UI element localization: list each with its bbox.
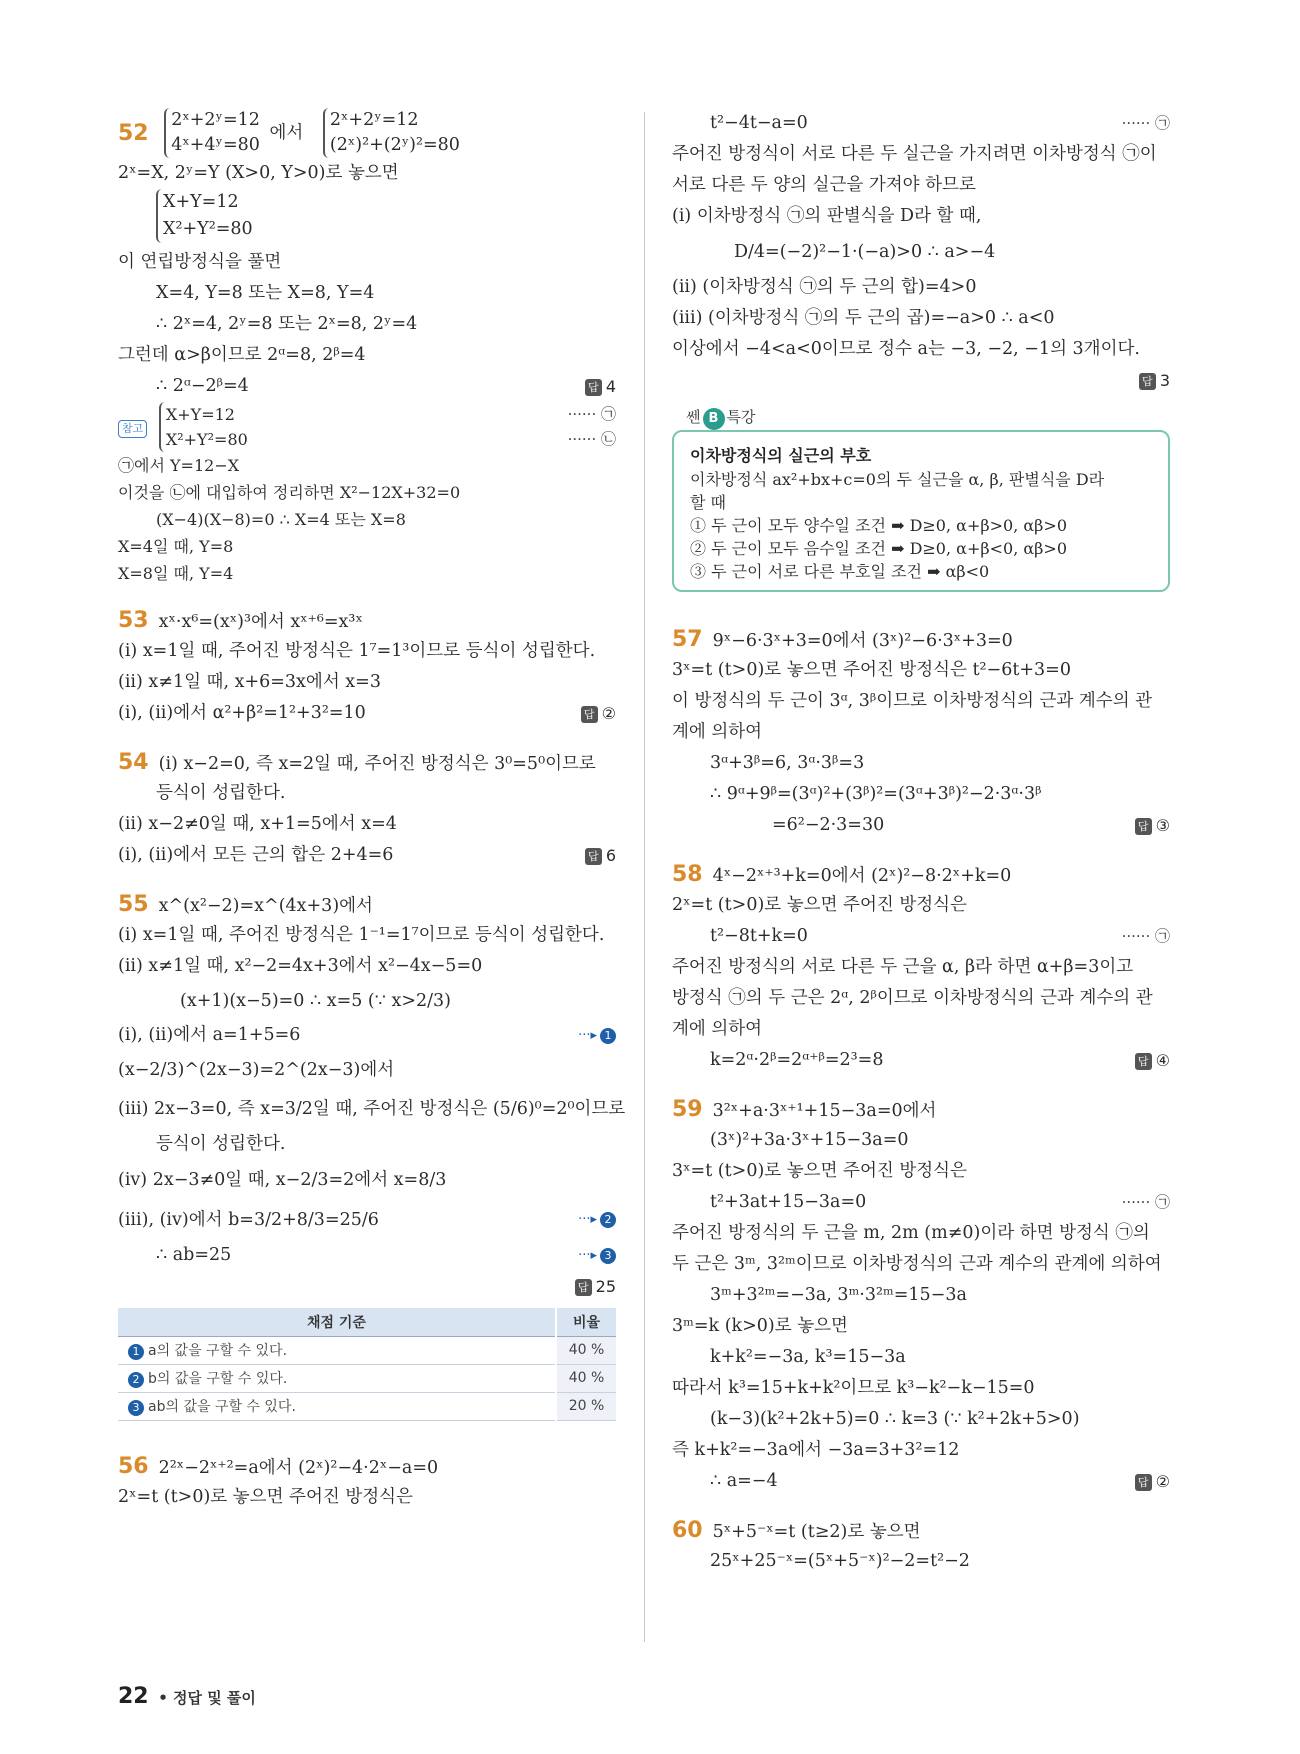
step-number: 1 — [128, 1344, 144, 1360]
text-line: 방정식 ㉠의 두 근은 2ᵅ, 2ᵝ이므로 이차방정식의 근과 계수의 관 — [672, 988, 1153, 1008]
text-line: 2²ˣ−2ˣ⁺²=a에서 (2ˣ)²−4·2ˣ−a=0 — [158, 1457, 439, 1478]
equation-tag: ······ ㉠ — [1121, 1193, 1170, 1211]
tip-box-header — [686, 406, 755, 430]
text-line: ∴ 9ᵅ+9ᵝ=(3ᵅ)²+(3ᵝ)²=(3ᵅ+3ᵝ)²−2·3ᵅ·3ᵝ — [710, 784, 1042, 804]
rubric-text: ab의 값을 구할 수 있다. — [148, 1399, 296, 1415]
equation-tag: ······ ㉠ — [1121, 927, 1170, 945]
text-line: X=4, Y=8 또는 X=8, Y=4 — [156, 283, 375, 303]
text-line: 3ᵐ=k (k>0)로 놓으면 — [672, 1316, 848, 1336]
text-line: 3ᵐ+3²ᵐ=−3a, 3ᵐ·3²ᵐ=15−3a — [710, 1285, 967, 1305]
footer-title: • 정답 및 풀이 — [158, 1689, 256, 1707]
answer-value: 3 — [1159, 371, 1170, 390]
answer-value: 4 — [605, 377, 616, 396]
equation-tag: ······ ㉠ — [567, 405, 616, 423]
table-row — [118, 1392, 616, 1420]
step-arrow: ···▸ — [578, 1248, 597, 1263]
text-line: ∴ ab=25 — [156, 1245, 232, 1265]
text-line: 2ˣ=X, 2ʸ=Y (X>0, Y>0)로 놓으면 — [118, 163, 399, 183]
text-line: (i) x−2=0, 즉 x=2일 때, 주어진 방정식은 3⁰=5⁰이므로 — [158, 754, 596, 774]
step-number: 3 — [600, 1248, 616, 1264]
answer-icon: 답 — [575, 1279, 592, 1296]
text-line: k=2ᵅ·2ᵝ=2ᵅ⁺ᵝ=2³=8 — [710, 1050, 884, 1070]
answer — [1139, 365, 1170, 396]
brand-text: 특강 — [726, 408, 756, 426]
problem-55 — [118, 889, 626, 1302]
page-footer — [118, 1684, 256, 1709]
text-line: ∴ a=−4 — [710, 1471, 778, 1491]
text-line: (X−4)(X−8)=0 ∴ X=4 또는 X=8 — [156, 510, 406, 529]
text-line: (ii) (이차방정식 ㉠의 두 근의 합)=4>0 — [672, 277, 977, 297]
text-line: 이차방정식 ax²+bx+c=0의 두 실근을 α, β, 판별식을 D라 — [690, 470, 1105, 489]
equation-tag: ······ ㉡ — [567, 430, 616, 448]
text-line: X=4일 때, Y=8 — [118, 537, 234, 556]
text-line: 주어진 방정식의 서로 다른 두 근을 α, β라 하면 α+β=3이고 — [672, 957, 1134, 977]
rubric-header-ratio: 비율 — [556, 1308, 616, 1336]
note — [118, 402, 616, 452]
column-divider — [644, 112, 645, 1642]
problem-54 — [118, 747, 616, 871]
text-line: ① 두 근이 모두 양수일 조건 ➡ D≥0, α+β>0, αβ>0 — [690, 516, 1068, 535]
table-row — [118, 1364, 616, 1392]
problem-53 — [118, 605, 616, 729]
answer — [585, 840, 616, 871]
brand-text: 쎈 — [686, 408, 701, 426]
problem-52 — [118, 108, 616, 587]
step-number: 2 — [128, 1372, 144, 1388]
step-arrow: ···▸ — [578, 1028, 597, 1043]
text-line: (iii), (iv)에서 b=3/2+8/3=25/6 — [118, 1210, 379, 1230]
problem-number: 55 — [118, 892, 149, 917]
text-line: ㉠에서 Y=12−X — [118, 456, 240, 475]
tip-box-title: 이차방정식의 실근의 부호 — [690, 446, 872, 465]
answer — [581, 698, 616, 729]
problem-number: 54 — [118, 750, 149, 775]
text-line: (ii) x≠1일 때, x²−2=4x+3에서 x²−4x−5=0 — [118, 956, 483, 976]
problem-number: 58 — [672, 862, 703, 887]
text-line: =6²−2·3=30 — [772, 815, 885, 835]
text-line: k+k²=−3a, k³=15−3a — [710, 1347, 906, 1367]
text-line: x^(x²−2)=x^(4x+3)에서 — [158, 896, 373, 916]
text-line: 두 근은 3ᵐ, 3²ᵐ이므로 이차방정식의 근과 계수의 관계에 의하여 — [672, 1254, 1162, 1274]
text-line: (x−2/3)^(2x−3)=2^(2x−3)에서 — [118, 1060, 395, 1080]
text-line: 즉 k+k²=−3a에서 −3a=3+3²=12 — [672, 1440, 960, 1460]
page-number: 22 — [118, 1684, 149, 1709]
answer-value: ② — [1155, 1472, 1170, 1491]
equation: X+Y=12 — [163, 192, 239, 212]
step-number: 2 — [600, 1212, 616, 1228]
equation: X²+Y²=80 — [165, 430, 248, 449]
equation: 4ˣ+4ʸ=80 — [171, 135, 260, 155]
problem-number: 56 — [118, 1453, 149, 1479]
text-line: 4ˣ−2ˣ⁺³+k=0에서 (2ˣ)²−8·2ˣ+k=0 — [712, 866, 1012, 886]
equation: X+Y=12 — [165, 405, 235, 424]
step-marker — [578, 1240, 616, 1271]
text-line: 3ᵅ+3ᵝ=6, 3ᵅ·3ᵝ=3 — [710, 753, 865, 773]
text-line: (iii) (이차방정식 ㉠의 두 근의 곱)=−a>0 ∴ a<0 — [672, 308, 1055, 328]
problem-number: 52 — [118, 120, 149, 146]
text-line: 계에 의하여 — [672, 722, 763, 742]
equation-system — [164, 108, 260, 158]
problem-number: 60 — [672, 1518, 703, 1543]
text-line: 이것을 ㉡에 대입하여 정리하면 X²−12X+32=0 — [118, 483, 461, 502]
text-line: (3ˣ)²+3a·3ˣ+15−3a=0 — [710, 1130, 909, 1150]
text-line: 서로 다른 두 양의 실근을 가져야 하므로 — [672, 175, 976, 195]
text-line: 3ˣ=t (t>0)로 놓으면 주어진 방정식은 — [672, 1161, 967, 1181]
problem-60 — [672, 1515, 1170, 1577]
step-number: 3 — [128, 1400, 144, 1416]
equation — [118, 189, 616, 239]
tip-box-body — [672, 430, 1170, 592]
rubric-ratio: 20 % — [556, 1392, 616, 1420]
table-row — [118, 1336, 616, 1364]
text-line: (i) x=1일 때, 주어진 방정식은 1⁷=1³이므로 등식이 성립한다. — [118, 641, 596, 661]
answer — [575, 1271, 616, 1302]
text: 에서 — [269, 122, 304, 143]
text-line: 그런데 α>β이므로 2ᵅ=8, 2ᵝ=4 — [118, 345, 366, 365]
text-line: (x+1)(x−5)=0 ∴ x=5 (∵ x>2/3) — [180, 991, 451, 1011]
rubric-text: b의 값을 구할 수 있다. — [148, 1371, 288, 1387]
rubric-ratio: 40 % — [556, 1364, 616, 1392]
answer-icon: 답 — [581, 706, 598, 723]
equation: t²−8t+k=0 — [710, 926, 808, 946]
rubric-ratio: 40 % — [556, 1336, 616, 1364]
brand-logo-icon: B — [703, 408, 725, 430]
text-line: 2ˣ=t (t>0)로 놓으면 주어진 방정식은 — [672, 895, 967, 915]
text-line: 계에 의하여 — [672, 1019, 763, 1039]
note-badge: 참고 — [118, 420, 147, 438]
equation-system — [159, 402, 248, 452]
answer — [1135, 810, 1170, 841]
problem-56 — [118, 1451, 616, 1513]
answer-icon: 답 — [585, 379, 602, 396]
equation: 2ˣ+2ʸ=12 — [171, 110, 260, 130]
text-line: 3²ˣ+a·3ˣ⁺¹+15−3a=0에서 — [712, 1101, 937, 1121]
text-line: 할 때 — [690, 493, 726, 512]
problem-58 — [672, 859, 1170, 1076]
text-line: ③ 두 근이 서로 다른 부호일 조건 ➡ αβ<0 — [690, 562, 990, 581]
equation: t²+3at+15−3a=0 — [710, 1192, 867, 1212]
equation-system — [323, 108, 460, 158]
tip-box — [672, 406, 1170, 594]
text-line: 5ˣ+5⁻ˣ=t (t≥2)로 놓으면 — [712, 1522, 921, 1542]
answer-icon: 답 — [1135, 1474, 1152, 1491]
answer-icon: 답 — [1139, 373, 1156, 390]
text-line: X=8일 때, Y=4 — [118, 564, 234, 583]
text-line: (ii) x≠1일 때, x+6=3x에서 x=3 — [118, 672, 381, 692]
equation: t²−4t−a=0 — [710, 113, 808, 133]
rubric-text: a의 값을 구할 수 있다. — [148, 1343, 288, 1359]
text-line: 따라서 k³=15+k+k²이므로 k³−k²−k−15=0 — [672, 1378, 1035, 1398]
right-column — [672, 108, 1170, 1577]
text-line: ∴ 2ˣ=4, 2ʸ=8 또는 2ˣ=8, 2ʸ=4 — [156, 314, 418, 334]
scoring-rubric-table — [118, 1308, 616, 1421]
text-line: 2ˣ=t (t>0)로 놓으면 주어진 방정식은 — [118, 1486, 413, 1507]
answer-value: ④ — [1155, 1051, 1170, 1070]
text-line: (i), (ii)에서 α²+β²=1²+3²=10 — [118, 703, 366, 723]
text-line: 등식이 성립한다. — [156, 783, 286, 803]
text-line: D/4=(−2)²−1·(−a)>0 ∴ a>−4 — [734, 242, 996, 262]
text-line: (i), (ii)에서 모든 근의 합은 2+4=6 — [118, 845, 394, 865]
text-line: (k−3)(k²+2k+5)=0 ∴ k=3 (∵ k²+2k+5>0) — [710, 1409, 1080, 1429]
text-line: ∴ 2ᵅ−2ᵝ=4 — [156, 376, 249, 396]
answer-icon: 답 — [1135, 818, 1152, 835]
answer-icon: 답 — [1135, 1053, 1152, 1070]
text-line: 이 방정식의 두 근이 3ᵅ, 3ᵝ이므로 이차방정식의 근과 계수의 관 — [672, 691, 1153, 711]
problem-number: 53 — [118, 608, 149, 633]
text-line: 주어진 방정식이 서로 다른 두 실근을 가지려면 이차방정식 ㉠이 — [672, 144, 1157, 164]
text-line: (iv) 2x−3≠0일 때, x−2/3=2에서 x=8/3 — [118, 1170, 447, 1190]
text-line: 이 연립방정식을 풀면 — [118, 252, 282, 272]
step-number: 1 — [600, 1028, 616, 1044]
text-line: 이상에서 −4<a<0이므로 정수 a는 −3, −2, −1의 3개이다. — [672, 339, 1140, 359]
text-line: (i) x=1일 때, 주어진 방정식은 1⁻¹=1⁷이므로 등식이 성립한다. — [118, 925, 605, 945]
text-line: (ii) x−2≠0일 때, x+1=5에서 x=4 — [118, 814, 397, 834]
text-line: 25ˣ+25⁻ˣ=(5ˣ+5⁻ˣ)²−2=t²−2 — [710, 1551, 970, 1571]
answer-value: ② — [601, 704, 616, 723]
equation: X²+Y²=80 — [163, 219, 253, 239]
answer — [1135, 1466, 1170, 1497]
text-line: 등식이 성립한다. — [156, 1134, 286, 1154]
step-marker — [578, 1200, 616, 1240]
problem-59 — [672, 1094, 1170, 1497]
step-arrow: ···▸ — [578, 1212, 597, 1227]
problem-57 — [672, 624, 1170, 841]
step-marker — [578, 1020, 616, 1051]
answer — [1135, 1045, 1170, 1076]
left-column — [118, 108, 626, 1513]
equation: 2ˣ+2ʸ=12 — [329, 110, 419, 130]
rubric-header-criteria: 채점 기준 — [118, 1308, 556, 1336]
answer-icon: 답 — [585, 848, 602, 865]
problem-56-continued — [672, 108, 1170, 396]
text-line: (iii) 2x−3=0, 즉 x=3/2일 때, 주어진 방정식은 (5/6)⁰=2⁰이므로 — [118, 1099, 626, 1119]
problem-number: 59 — [672, 1097, 703, 1122]
answer-value: ③ — [1155, 816, 1170, 835]
text-line: 9ˣ−6·3ˣ+3=0에서 (3ˣ)²−6·3ˣ+3=0 — [712, 631, 1013, 651]
answer-value: 25 — [595, 1277, 616, 1296]
answer-value: 6 — [605, 846, 616, 865]
problem-number: 57 — [672, 627, 703, 652]
text-line: (i) 이차방정식 ㉠의 판별식을 D라 할 때, — [672, 206, 982, 226]
equation-tag: ······ ㉠ — [1121, 114, 1170, 132]
text-line: ② 두 근이 모두 음수일 조건 ➡ D≥0, α+β<0, αβ>0 — [690, 539, 1068, 558]
text-line: 3ˣ=t (t>0)로 놓으면 주어진 방정식은 t²−6t+3=0 — [672, 660, 1071, 680]
text-line: (i), (ii)에서 a=1+5=6 — [118, 1025, 301, 1045]
text-line: xˣ·x⁶=(xˣ)³에서 xˣ⁺⁶=x³ˣ — [158, 612, 363, 632]
equation: (2ˣ)²+(2ʸ)²=80 — [329, 135, 460, 155]
text-line: 주어진 방정식의 두 근을 m, 2m (m≠0)이라 하면 방정식 ㉠의 — [672, 1223, 1150, 1243]
answer — [585, 371, 616, 402]
